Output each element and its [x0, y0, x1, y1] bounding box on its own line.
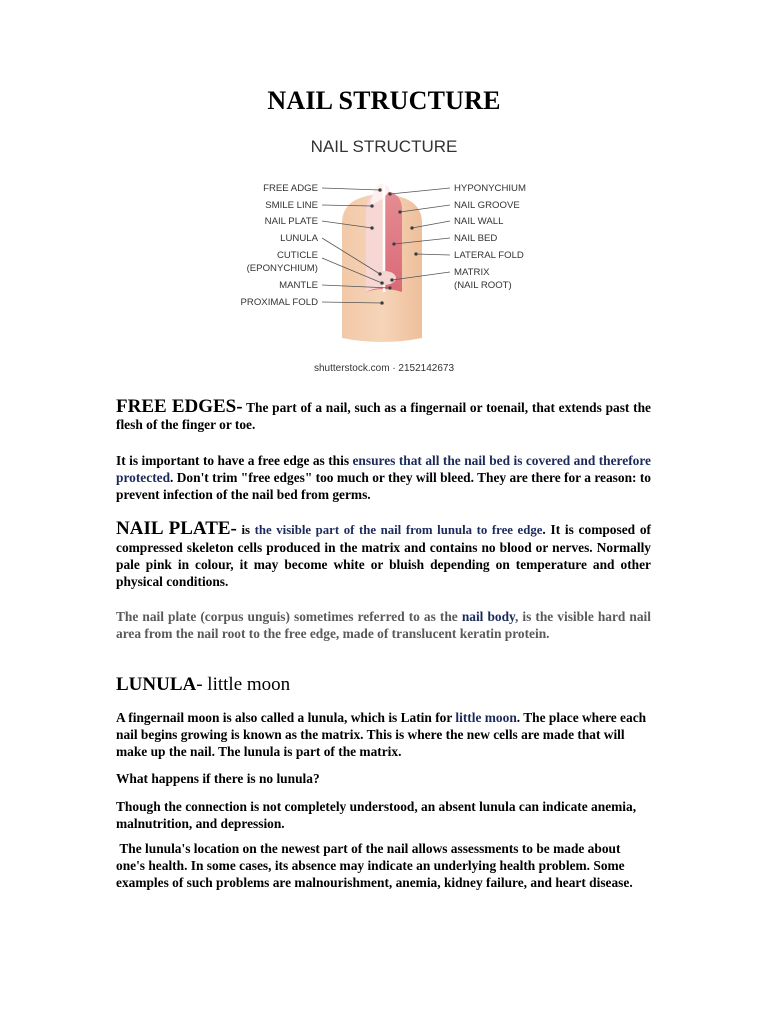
diagram-title: NAIL STRUCTURE	[310, 137, 458, 156]
label-matrix: MATRIX	[454, 267, 490, 278]
label-nail-wall: NAIL WALL	[454, 216, 504, 227]
label-nail-bed: NAIL BED	[454, 233, 498, 244]
lunula-location-paragraph: The lunula's location on the newest part of the nail allows assessments to be made about one's health. In some cases, its absence may indicate an underlying health problem. Some examples of such problems are malnourishment, anemia, kidney failure, and heart disease.	[116, 841, 633, 890]
label-nail-groove: NAIL GROOVE	[454, 200, 520, 211]
lunula-question: What happens if there is no lunula?	[116, 771, 320, 786]
nail-plate-heading: NAIL PLATE	[116, 518, 231, 539]
nail-plate-is: is	[236, 523, 255, 537]
page-title: NAIL STRUCTURE	[267, 86, 501, 115]
free-edges-text-a: It is important to have a free edge as this	[116, 453, 353, 468]
label-nail-plate: NAIL PLATE	[264, 216, 318, 227]
nail-body-paragraph	[116, 608, 651, 642]
label-hyponychium: HYPONYCHIUM	[454, 183, 526, 194]
label-free-edge: FREE ADGE	[263, 183, 318, 194]
nail-body-highlight: nail body	[461, 609, 515, 624]
nail-structure-diagram	[232, 128, 542, 378]
nail-plate-highlight: the visible part of the nail from lunula to free edge	[254, 523, 543, 537]
free-edges-dash: -	[236, 396, 243, 417]
label-proximal-fold: PROXIMAL FOLD	[240, 297, 318, 308]
lunula-subtitle: - little moon	[196, 674, 291, 695]
lunula-paragraph	[116, 709, 651, 760]
free-edges-highlight: ensures that all the nail bed is covered and therefore protected	[116, 453, 651, 485]
lunula-text-b: . The place where each nail begins growing is known as the matrix. This is where the new cells are made that will make up the nail. The lunula is part of the matrix.	[116, 710, 647, 759]
lunula-absent-paragraph: Though the connection is not completely understood, an absent lunula can indicate anemia, malnutrition, and depression.	[116, 799, 637, 831]
lunula-text-a: A fingernail moon is also called a lunula, which is Latin for	[116, 710, 456, 725]
nail-plate-dash: -	[230, 518, 237, 539]
label-nail-root: (NAIL ROOT)	[454, 280, 512, 291]
label-lunula: LUNULA	[280, 233, 318, 244]
free-edges-paragraph	[116, 452, 651, 503]
free-edges-section	[116, 398, 651, 433]
label-mantle: MANTLE	[279, 280, 318, 291]
lunula-shape	[372, 271, 396, 285]
lunula-highlight: little moon	[455, 710, 517, 725]
free-edges-heading: FREE EDGES	[116, 396, 237, 417]
lunula-heading: LUNULA	[116, 674, 197, 695]
label-lateral-fold: LATERAL FOLD	[454, 250, 524, 261]
label-smile-line: SMILE LINE	[265, 200, 318, 211]
free-edges-text-b: . Don't trim "free edges" too much or they will bleed. They are there for a reason: to prevent infection of the nail bed from germs.	[116, 470, 651, 502]
label-cuticle: CUTICLE	[276, 250, 318, 261]
label-eponychium: (EPONYCHIUM)	[246, 263, 318, 274]
lunula-heading-row	[116, 676, 651, 694]
nail-body-text-b: , is the visible hard nail area from the nail root to the free edge, made of translucent keratin protein.	[116, 609, 651, 641]
nail-body-text-a: The nail plate (corpus unguis) sometimes referred to as the	[116, 609, 462, 624]
free-edges-intro: The part of a nail, such as a fingernail or toenail, that extends past the flesh of the finger or toe.	[116, 400, 651, 432]
diagram-caption: shutterstock.com · 2152142673	[313, 363, 455, 374]
nail-plate-description: . It is composed of compressed skeleton cells produced in the matrix and contains no blood or nerves. Normally pale pink in colour, it may become white or bluish depending on temperature and other physical conditions.	[116, 522, 651, 589]
nail-plate-section	[116, 520, 651, 590]
